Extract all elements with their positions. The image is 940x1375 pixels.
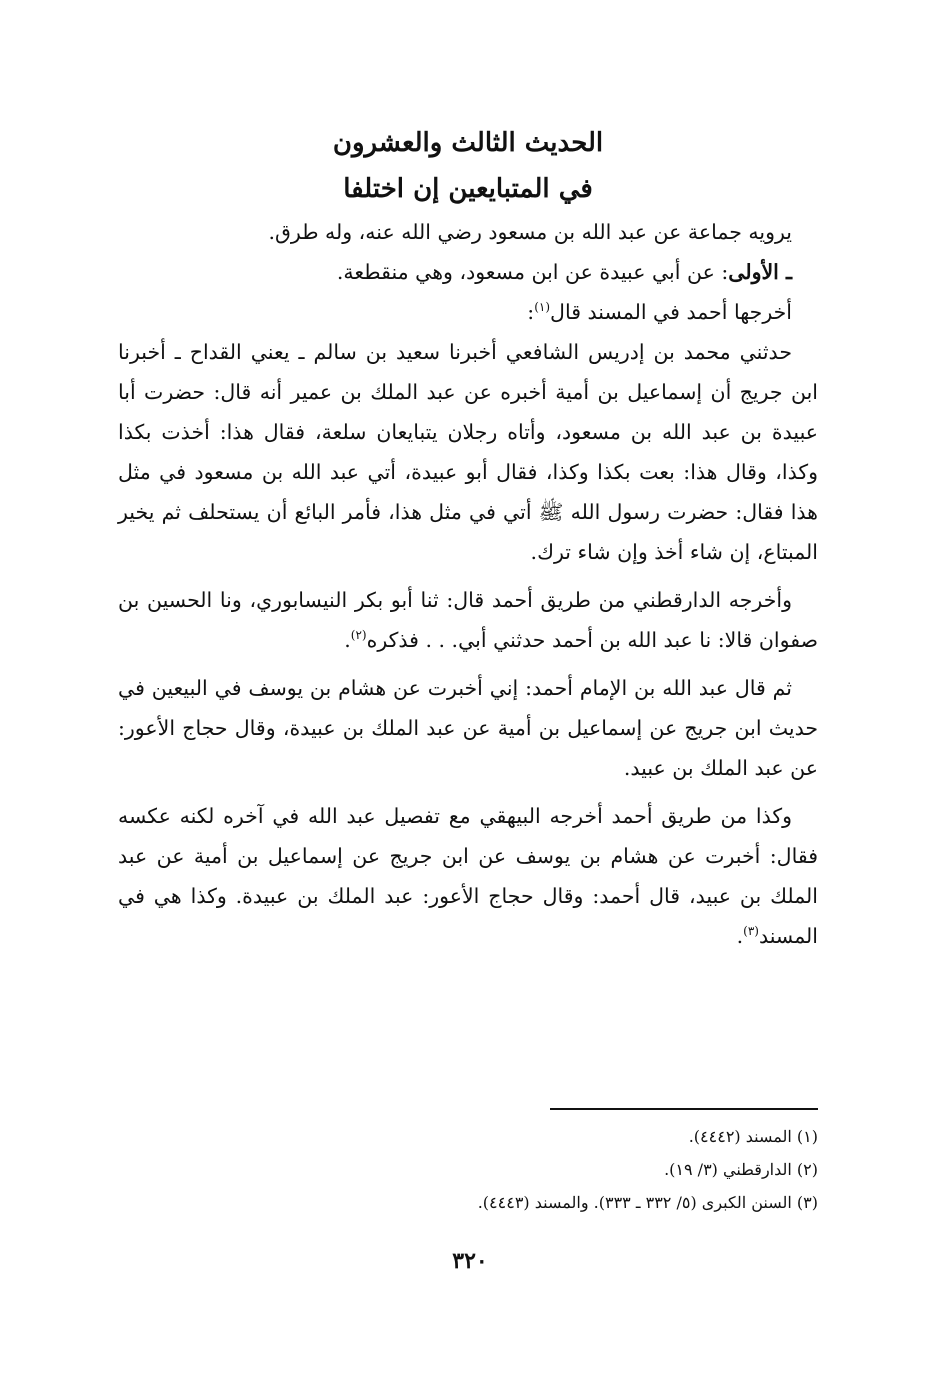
takhrij-paragraph <box>118 292 818 332</box>
footnote-1: (١) المسند (٤٤٤٢). <box>688 1127 818 1146</box>
first-route-text: : عن أبي عبيدة عن ابن مسعود، وهي منقطعة. <box>336 260 729 284</box>
hadith-topic-heading: في المتبايعين إن اختلفا <box>343 174 593 204</box>
footnote-ref-3: (٣) <box>743 924 759 939</box>
footnote-2: (٢) الدارقطني (٣/ ١٩). <box>664 1160 818 1179</box>
bayhaqi-text: وكذا من طريق أحمد أخرجه البيهقي مع تفصيل عبد الله في آخره لكنه عكسه فقال: أخبرت عن هشام بن يوسف عن ابن جريج عن إسماعيل بن أمية عن عبد الملك بن عبيد، قال أحمد: وقال حجاج الأعور: عبد الملك بن عبيدة. وكذا هي في المسند <box>118 804 818 948</box>
daraqutni-text: وأخرجه الدارقطني من طريق أحمد قال: ثنا أبو بكر النيسابوري، ونا الحسين بن صفوان قالا: نا عبد الله بن أحمد حدثني أبي. . . فذكره <box>118 588 818 652</box>
first-route-label: ـ الأولى <box>728 260 792 284</box>
footnote-3: (٣) السنن الكبرى (٥/ ٣٣٢ ـ ٣٣٣). والمسند (٤٤٤٣). <box>477 1193 818 1212</box>
daraqutni-paragraph <box>118 580 818 660</box>
first-route-paragraph <box>118 252 818 292</box>
footnote-divider <box>550 1108 818 1110</box>
hadith-number-heading: الحديث الثالث والعشرون <box>332 128 604 158</box>
takhrij-end: : <box>527 300 535 324</box>
hadith-text-paragraph: حدثني محمد بن إدريس الشافعي أخبرنا سعيد بن سالم ـ يعني القداح ـ أخبرنا ابن جريج أن إسماعيل بن أمية أخبره عن عبد الملك بن عمير أنه قال: حضرت أبا عبيدة بن عبد الله بن مسعود، وأتاه رجلان يتبايعان سلعة، فقال هذا: أخذت بكذا وكذا، وقال هذا: بعت بكذا وكذا، فقال أبو عبيدة، أتي عبد الله بن مسعود في مثل هذا فقال: حضرت رسول الله ﷺ أتي في مثل هذا، فأمر البائع أن يستحلف ثم يخير المبتاع، إن شاء أخذ وإن شاء ترك. <box>118 340 818 564</box>
footnote-ref-1: (١) <box>534 300 551 315</box>
bayhaqi-paragraph <box>118 796 818 956</box>
daraqutni-end: . <box>344 628 351 652</box>
abdullah-paragraph: ثم قال عبد الله بن الإمام أحمد: إني أخبرت عن هشام بن يوسف في البيعين في حديث ابن جريج عن إسماعيل بن أمية عن عبد الملك بن عبيدة، وقال حجاج الأعور: عن عبد الملك بن عبيد. <box>118 676 818 780</box>
main-text <box>118 120 818 956</box>
intro-paragraph: يرويه جماعة عن عبد الله بن مسعود رضي الله عنه، وله طرق. <box>268 220 792 244</box>
footnotes-section <box>118 1108 818 1219</box>
takhrij-text: أخرجها أحمد في المسند قال <box>550 300 792 324</box>
footnote-ref-2: (٢) <box>350 628 367 643</box>
page-number: ٣٢٠ <box>452 1248 488 1274</box>
bayhaqi-end: . <box>736 924 744 948</box>
